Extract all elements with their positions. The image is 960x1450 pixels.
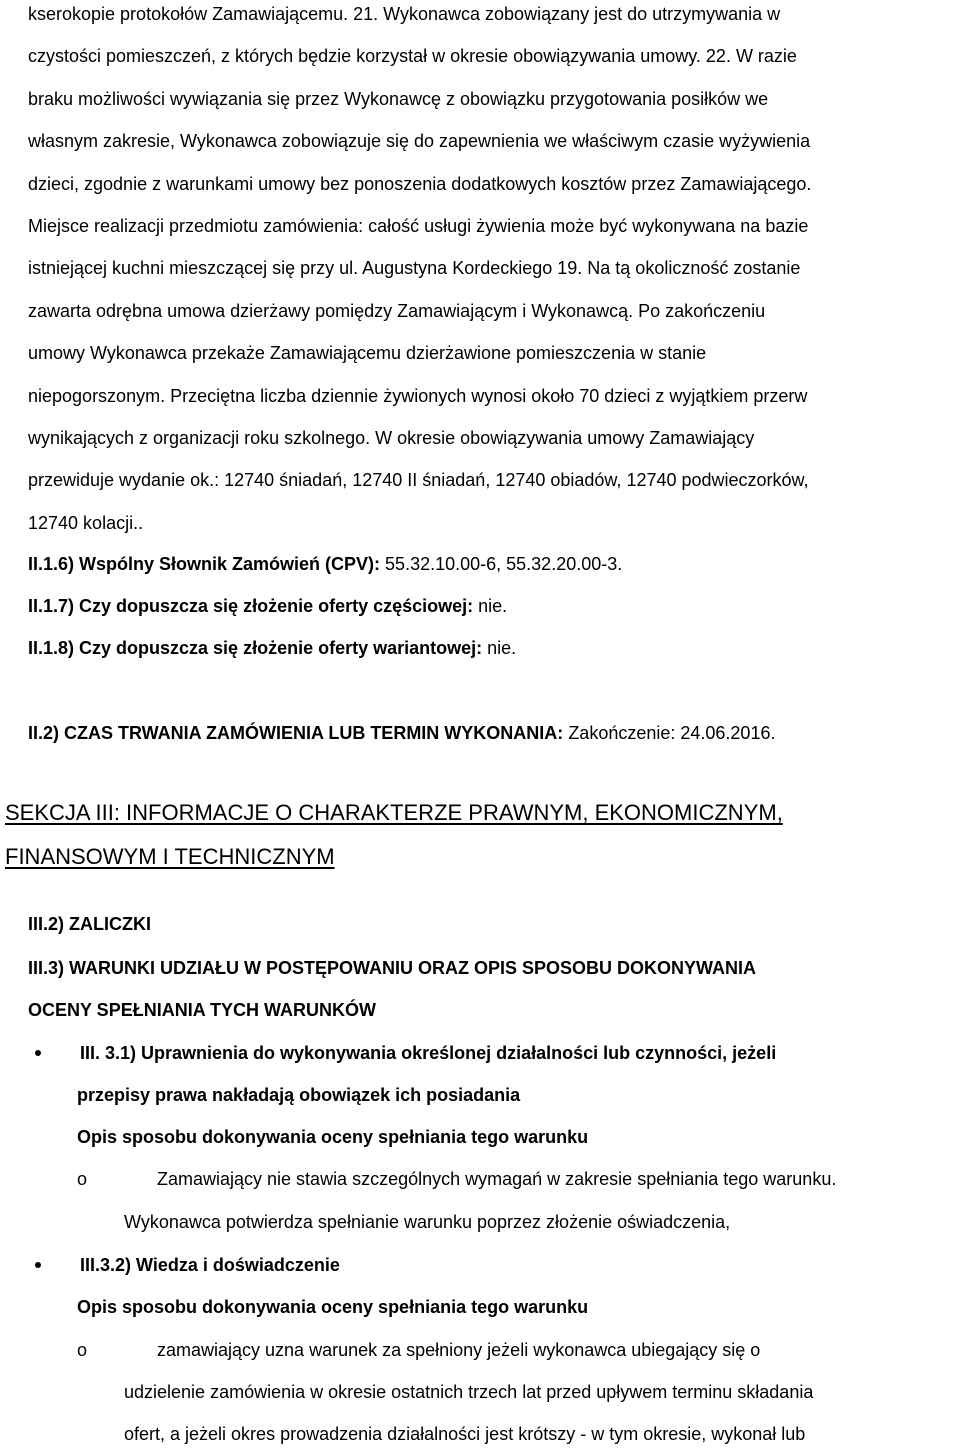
bullet-icon [35,1262,41,1268]
partial-offer-value: nie. [473,596,508,616]
partial-offer-line [28,595,507,617]
item-title: III. 3.1) Uprawnienia do wykonywania określonej działalności lub czynności, jeżeli [80,1043,777,1063]
variant-offer-value: nie. [482,638,517,658]
description-heading: Opis sposobu dokonywania oceny spełniania tego warunku [77,1127,589,1147]
intro-line: Miejsce realizacji przedmiotu zamówienia: całość usługi żywienia może być wykonywana na bazie [28,216,809,237]
intro-paragraph [28,0,933,544]
section-heading: SEKCJA III: INFORMACJE O CHARAKTERZE PRAWNYM, EKONOMICZNYM, [5,800,783,825]
item-title: III.3.2) Wiedza i doświadczenie [80,1255,340,1275]
item-text: ofert, a jeżeli okres prowadzenia działalności jest krótszy - w tym okresie, wykonał lub [124,1424,806,1444]
item-title: przepisy prawa nakładają obowiązek ich posiadania [77,1085,521,1105]
advances-heading: III.2) ZALICZKI [28,914,151,934]
cpv-value: 55.32.10.00-6, 55.32.20.00-3. [380,554,623,574]
intro-line: przewiduje wydanie ok.: 12740 śniadań, 12740 II śniadań, 12740 obiadów, 12740 podwieczorków, [28,470,809,491]
variant-offer-label: II.1.8) Czy dopuszcza się złożenie oferty wariantowej: [28,638,483,658]
intro-line: czystości pomieszczeń, z których będzie korzystał w okresie obowiązywania umowy. 22. W razie [28,46,797,67]
cpv-line [28,553,622,575]
intro-line: wynikających z organizacji roku szkolnego. W okresie obowiązywania umowy Zamawiający [28,428,755,449]
intro-line: zawarta odrębna umowa dzierżawy pomiędzy Zamawiającym i Wykonawcą. Po zakończeniu [28,300,766,321]
description-heading: Opis sposobu dokonywania oceny spełniania tego warunku [77,1297,589,1317]
intro-line: istniejącej kuchni mieszczącej się przy ul. Augustyna Kordeckiego 19. Na tą okoliczność zostanie [28,258,801,279]
section-heading: FINANSOWYM I TECHNICZNYM [5,844,335,869]
duration-line [28,722,775,744]
bullet-icon [35,1050,41,1056]
intro-line: 12740 kolacji.. [28,512,144,533]
intro-line: braku możliwości wywiązania się przez Wykonawcę z obowiązku przygotowania posiłków we [28,88,769,109]
circle-bullet-icon: o [77,1169,88,1189]
intro-line: własnym zakresie, Wykonawca zobowiązuje się do zapewnienia we właściwym czasie wyżywienia [28,131,811,152]
cpv-label: II.1.6) Wspólny Słownik Zamówień (CPV): [28,554,381,574]
intro-line: kserokopie protokołów Zamawiającemu. 21. Wykonawca zobowiązany jest do utrzymywania w [28,4,781,24]
conditions-heading: OCENY SPEŁNIANIA TYCH WARUNKÓW [28,1000,377,1020]
circle-bullet-icon: o [77,1340,88,1360]
item-text: Wykonawca potwierdza spełnianie warunku poprzez złożenie oświadczenia, [124,1212,731,1232]
duration-label: II.2) CZAS TRWANIA ZAMÓWIENIA LUB TERMIN WYKONANIA: [28,723,564,743]
intro-line: umowy Wykonawca przekaże Zamawiającemu dzierżawione pomieszczenia w stanie [28,343,707,364]
item-text: zamawiający uzna warunek za spełniony jeżeli wykonawca ubiegający się o [157,1340,761,1360]
item-text: udzielenie zamówienia w okresie ostatnich trzech lat przed upływem terminu składania [124,1382,814,1402]
intro-line: niepogorszonym. Przeciętna liczba dziennie żywionych wynosi około 70 dzieci z wyjątkiem przerw [28,385,808,406]
duration-value: Zakończenie: 24.06.2016. [563,723,776,743]
variant-offer-line [28,637,516,659]
item-text: Zamawiający nie stawia szczególnych wymagań w zakresie spełniania tego warunku. [157,1169,837,1189]
intro-line: dzieci, zgodnie z warunkami umowy bez ponoszenia dodatkowych kosztów przez Zamawiającego. [28,173,812,194]
partial-offer-label: II.1.7) Czy dopuszcza się złożenie oferty częściowej: [28,596,474,616]
conditions-heading: III.3) WARUNKI UDZIAŁU W POSTĘPOWANIU ORAZ OPIS SPOSOBU DOKONYWANIA [28,958,757,978]
